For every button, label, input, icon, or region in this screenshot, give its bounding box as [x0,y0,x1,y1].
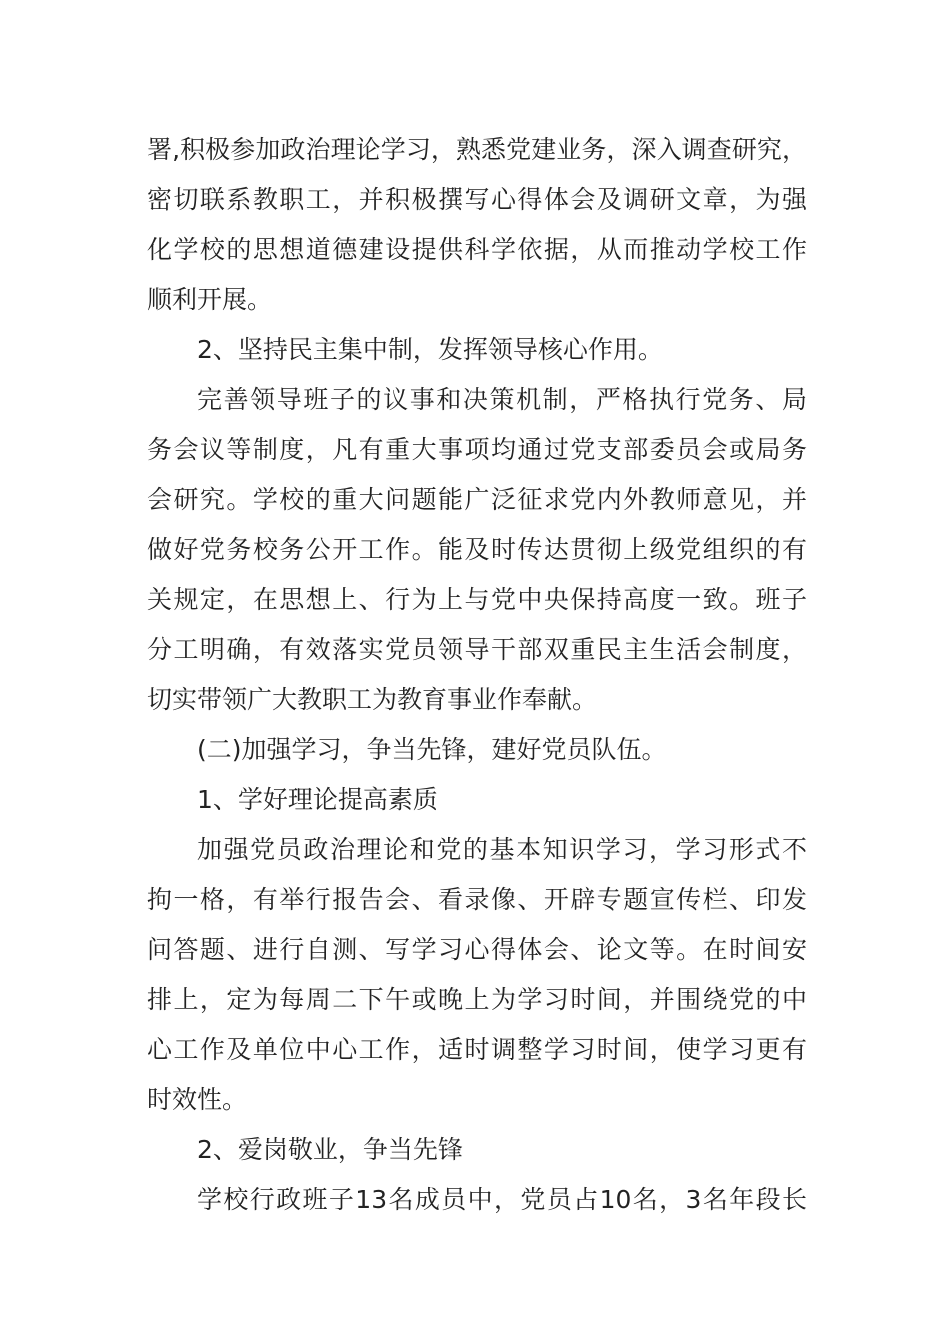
body-text-line: 务会议等制度，凡有重大事项均通过党支部委员会或局务 [147,435,807,464]
body-text-line: 问答题、进行自测、写学习心得体会、论文等。在时间安 [147,935,807,964]
body-text-line: 完善领导班子的议事和决策机制，严格执行党务、局 [197,385,807,414]
body-text-line: 拘一格，有举行报告会、看录像、开辟专题宣传栏、印发 [147,885,807,914]
section-heading: 2、坚持民主集中制，发挥领导核心作用。 [197,335,663,364]
body-text-line: 做好党务校务公开工作。能及时传达贯彻上级党组织的有 [147,535,807,564]
subsection-heading: 1、学好理论提高素质 [197,785,438,814]
body-text-line: 关规定，在思想上、行为上与党中央保持高度一致。班子 [147,585,807,614]
body-text-line: 心工作及单位中心工作，适时调整学习时间，使学习更有 [147,1035,807,1064]
body-text-line: 顺利开展。 [147,285,273,314]
subsection-heading: 2、爱岗敬业，争当先锋 [197,1135,463,1164]
body-text-line: 排上，定为每周二下午或晚上为学习时间，并围绕党的中 [147,985,807,1014]
body-text-line: 会研究。学校的重大问题能广泛征求党内外教师意见，并 [147,485,807,514]
body-text-line: 密切联系教职工，并积极撰写心得体会及调研文章，为强 [147,185,807,214]
body-text-line: 化学校的思想道德建设提供科学依据，从而推动学校工作 [147,235,807,264]
body-text-line: 加强党员政治理论和党的基本知识学习，学习形式不 [197,835,807,864]
body-text-line: 分工明确，有效落实党员领导干部双重民主生活会制度， [147,635,807,664]
section-heading: (二)加强学习，争当先锋，建好党员队伍。 [197,735,667,764]
body-text-line: 学校行政班子13名成员中，党员占10名，3名年段长 [197,1185,807,1214]
body-text-line: 署,积极参加政治理论学习，熟悉党建业务，深入调查研究， [147,135,807,164]
body-text-line: 切实带领广大教职工为教育事业作奉献。 [147,685,598,714]
body-text-line: 时效性。 [147,1085,248,1114]
